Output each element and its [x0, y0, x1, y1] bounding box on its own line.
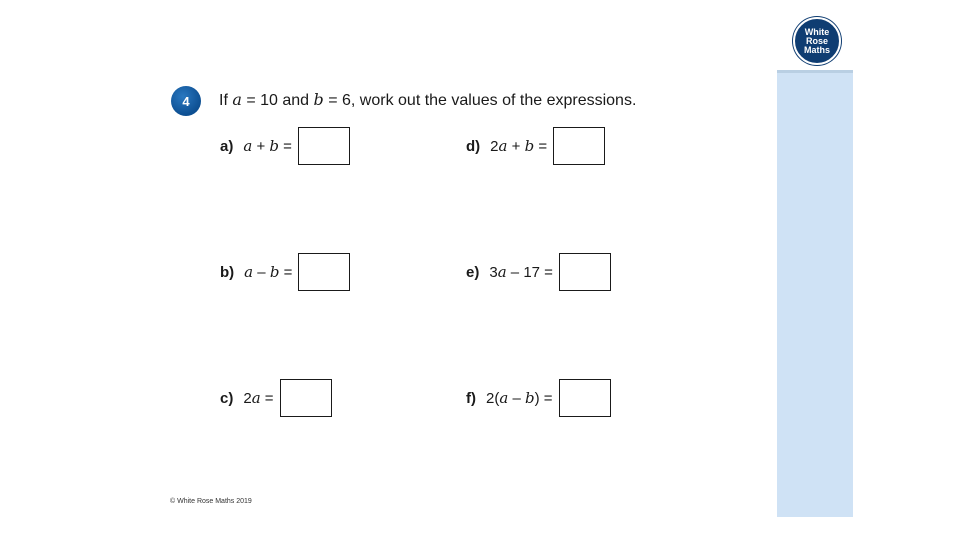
- question-number: 4: [182, 93, 190, 109]
- part-a-label: a): [220, 137, 234, 155]
- logo-line-1: White: [804, 26, 830, 37]
- part-e-label: e): [466, 263, 480, 281]
- question-text: [219, 90, 636, 110]
- part-d: [466, 126, 605, 166]
- question-text-start: If: [219, 92, 233, 109]
- part-c-expression: 2a =: [243, 389, 274, 407]
- part-e: [466, 252, 611, 292]
- part-f: [466, 378, 611, 418]
- variable-b: b: [313, 90, 324, 109]
- variable-a: a: [232, 90, 242, 109]
- answer-box-c[interactable]: [280, 379, 332, 417]
- part-b-label: b): [220, 263, 235, 281]
- part-e-expression: 3a – 17 =: [489, 263, 553, 281]
- question-text-middle: = 10 and: [241, 92, 314, 109]
- part-b: [220, 252, 350, 292]
- part-f-label: f): [466, 389, 476, 407]
- answer-box-d[interactable]: [553, 127, 605, 165]
- logo-line-2: Rose: [805, 35, 828, 46]
- question-number-badge: [171, 86, 201, 116]
- answer-box-f[interactable]: [559, 379, 611, 417]
- part-d-expression: 2a + b =: [490, 137, 548, 155]
- part-f-expression: 2(a – b) =: [486, 389, 553, 407]
- side-panel: [777, 73, 853, 517]
- logo-line-3: Maths: [803, 44, 830, 55]
- part-c: [220, 378, 332, 418]
- part-b-expression: a – b =: [244, 263, 293, 281]
- answer-box-a[interactable]: [298, 127, 350, 165]
- answer-box-e[interactable]: [559, 253, 611, 291]
- white-rose-maths-logo: [793, 17, 841, 65]
- part-a-expression: a + b =: [243, 137, 292, 155]
- part-d-label: d): [466, 137, 481, 155]
- answer-box-b[interactable]: [298, 253, 350, 291]
- part-a: [220, 126, 350, 166]
- copyright-footer: © White Rose Maths 2019: [170, 498, 252, 505]
- part-c-label: c): [220, 389, 234, 407]
- question-text-end: = 6, work out the values of the expressions.: [323, 92, 637, 109]
